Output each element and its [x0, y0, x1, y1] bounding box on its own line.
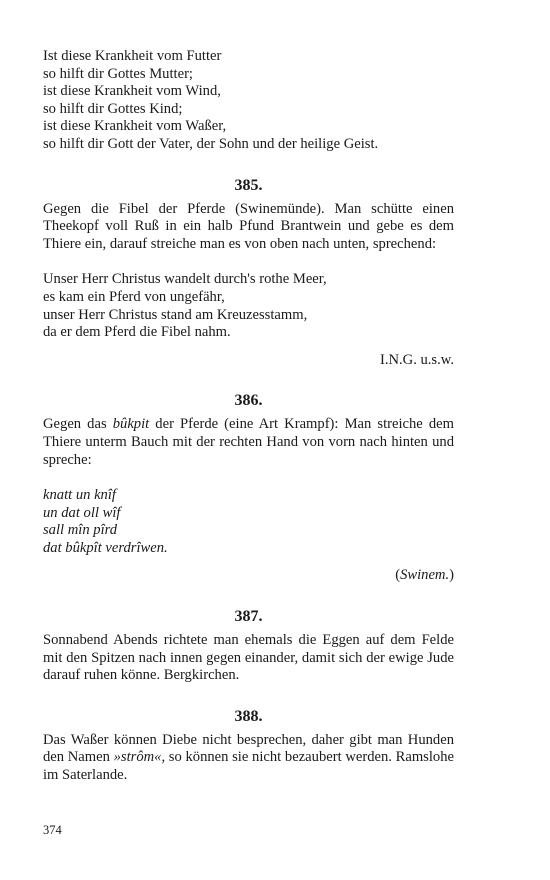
- entry-386: [43, 391, 454, 585]
- verse-line: ist diese Krankheit vom Waßer,: [43, 118, 227, 135]
- verse-line: Ist diese Krankheit vom Futter: [43, 48, 222, 64]
- verse-line: un dat oll wîf: [43, 504, 121, 521]
- entry-verse: [43, 487, 454, 557]
- verse-line: unser Herr Christus stand am Kreuzesstamm,: [43, 306, 308, 323]
- verse-line: es kam ein Pferd von ungefähr,: [43, 288, 225, 305]
- entry-text: [43, 732, 454, 785]
- entry-source: [43, 567, 454, 585]
- intro-text: der Pferde (eine Art Krampf): Man streiche dem Thiere unterm Bauch mit der rechten Hand von vorn nach hinten und spreche:: [43, 416, 454, 468]
- entry-text: Sonnabend Abends richtete man ehemals die Eggen auf dem Felde mit den Spitzen nach innen gegen einander, damit sich der ewige Jude darauf ruhen könne. Bergkirchen.: [43, 632, 454, 684]
- entry-number: 386.: [234, 392, 263, 410]
- verse-line: so hilft dir Gottes Mutter;: [43, 65, 193, 82]
- entry-number: 387.: [234, 608, 263, 626]
- entry-term: »strôm«: [113, 749, 162, 766]
- verse-line: sall mîn pîrd: [43, 522, 118, 539]
- entry-text-part: Das Waßer können Diebe nicht besprechen, daher gibt man Hunden den Namen: [43, 731, 454, 766]
- entry-387: [43, 607, 454, 685]
- entry-388: [43, 707, 454, 785]
- verse-line: knatt un knîf: [43, 487, 116, 504]
- intro-text: Gegen das: [43, 416, 113, 433]
- source-paren: (: [395, 567, 401, 584]
- entry-385: [43, 176, 454, 370]
- verse-line: dat bûkpît verdrîwen.: [43, 539, 168, 556]
- entry-intro: Gegen die Fibel der Pferde (Swinemünde). Man schütte einen Theekopf voll Ruß in ein halb Pfund Brantwein und gebe es dem Thiere ein, darauf streiche man es von oben nach unten, sprechend:: [43, 200, 454, 252]
- verse-line: so hilft dir Gottes Kind;: [43, 100, 183, 117]
- intro-term: bûkpit: [112, 416, 150, 433]
- verse-line: Unser Herr Christus wandelt durch's rothe Meer,: [43, 271, 327, 288]
- entry-intro: [43, 416, 454, 469]
- source-name: Swinem.: [400, 567, 450, 584]
- source-paren: ): [449, 567, 454, 584]
- entry-source: I.N.G. u.s.w.: [379, 351, 454, 368]
- entry-number: 388.: [234, 707, 263, 725]
- verse-line: so hilft dir Gott der Vater, der Sohn und der heilige Geist.: [43, 135, 379, 152]
- entry-verse: [43, 271, 454, 341]
- page-number: 374: [43, 823, 62, 837]
- page-body: [43, 48, 454, 785]
- verse-line: ist diese Krankheit vom Wind,: [43, 83, 221, 100]
- opening-verse: [43, 48, 454, 154]
- entry-number: 385.: [234, 176, 263, 194]
- verse-line: da er dem Pferd die Fibel nahm.: [43, 324, 231, 341]
- entry-text-part: , so können sie nicht bezaubert werden. Ramslohe im Saterlande.: [43, 749, 454, 784]
